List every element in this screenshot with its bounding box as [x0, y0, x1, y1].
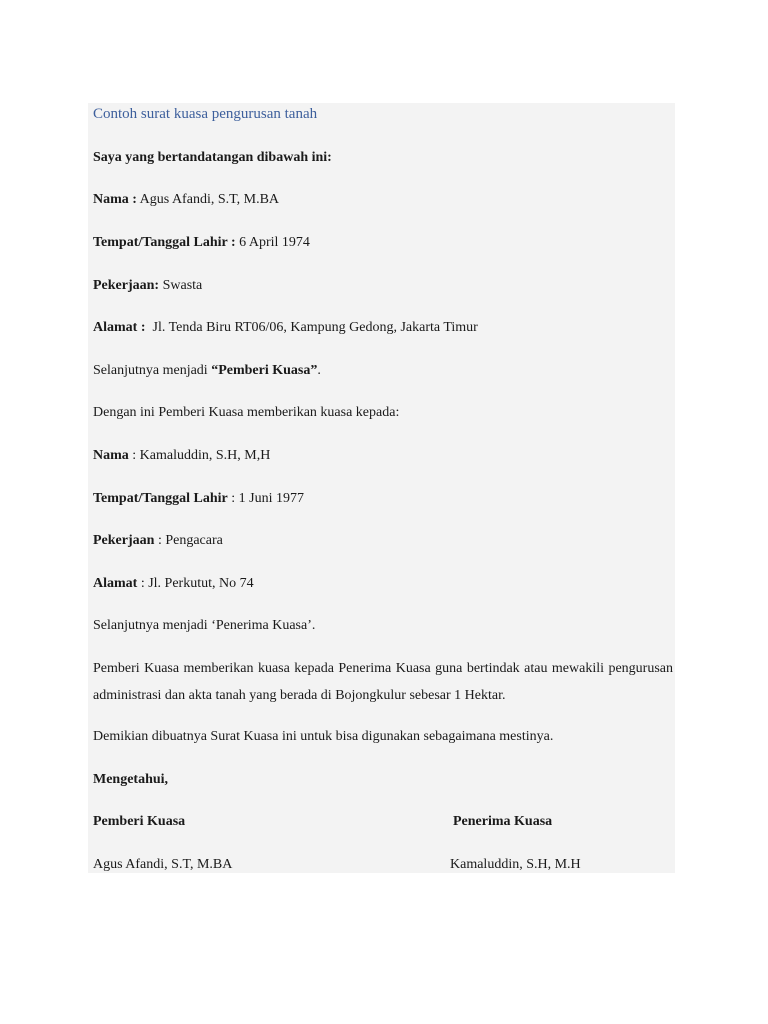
pemberi-ttl-row [93, 234, 310, 252]
penerima-pekerjaan-value: : Pengacara [154, 533, 223, 548]
pemberi-nama-row [93, 191, 279, 209]
document-title: Contoh surat kuasa pengurusan tanah [93, 106, 318, 122]
selanjutnya-pemberi-suffix: . [317, 363, 321, 378]
pemberi-nama-value: Agus Afandi, S.T, M.BA [136, 192, 280, 207]
intro-text: Saya yang bertandatangan dibawah ini: [93, 150, 332, 165]
demikian-text: Demikian dibuatnya Surat Kuasa ini untuk bisa digunakan sebagaimana mestinya. [93, 729, 554, 744]
penerima-ttl-row [93, 490, 304, 508]
pemberi-ttl-value: 6 April 1974 [235, 235, 310, 250]
penerima-pekerjaan-row [93, 532, 223, 550]
penerima-nama-label: Nama [93, 448, 129, 463]
selanjutnya-pemberi [93, 362, 321, 380]
selanjutnya-pemberi-prefix: Selanjutnya menjadi [93, 363, 212, 378]
pemberi-pekerjaan-row [93, 277, 202, 295]
pemberi-ttl-label: Tempat/Tanggal Lahir : [93, 235, 236, 250]
penerima-alamat-row [93, 575, 254, 593]
body-paragraph: Pemberi Kuasa memberikan kuasa kepada Penerima Kuasa guna bertindak atau mewakili pengurusan administrasi dan akta tanah yang berada di Bojongkulur sebesar 1 Hektar. [93, 661, 673, 703]
selanjutnya-penerima: Selanjutnya menjadi ‘Penerima Kuasa’. [93, 618, 316, 633]
mengetahui-text: Mengetahui, [93, 772, 169, 787]
document-body [88, 103, 675, 873]
pemberi-alamat-row [93, 319, 478, 337]
pemberi-alamat-value: Jl. Tenda Biru RT06/06, Kampung Gedong, Jakarta Timur [145, 320, 478, 335]
penerima-alamat-value: : Jl. Perkutut, No 74 [137, 576, 254, 591]
penerima-nama-row [93, 447, 270, 465]
penerima-ttl-value: : 1 Juni 1977 [227, 491, 304, 506]
dengan-ini-text: Dengan ini Pemberi Kuasa memberikan kuasa kepada: [93, 405, 400, 420]
penerima-ttl-label: Tempat/Tanggal Lahir [93, 491, 228, 506]
pemberi-alamat-label: Alamat : [93, 320, 146, 335]
signature-heading-right: Penerima Kuasa [453, 814, 553, 829]
pemberi-pekerjaan-value: Swasta [159, 278, 203, 293]
signature-name-right: Kamaluddin, S.H, M.H [450, 857, 581, 872]
penerima-nama-value: : Kamaluddin, S.H, M,H [128, 448, 271, 463]
signature-heading-left: Pemberi Kuasa [93, 814, 186, 829]
signature-name-left: Agus Afandi, S.T, M.BA [93, 857, 233, 872]
pemberi-nama-label: Nama : [93, 192, 137, 207]
penerima-alamat-label: Alamat [93, 576, 138, 591]
penerima-pekerjaan-label: Pekerjaan [93, 533, 155, 548]
pemberi-pekerjaan-label: Pekerjaan: [93, 278, 160, 293]
selanjutnya-pemberi-bold: “Pemberi Kuasa” [211, 363, 318, 378]
